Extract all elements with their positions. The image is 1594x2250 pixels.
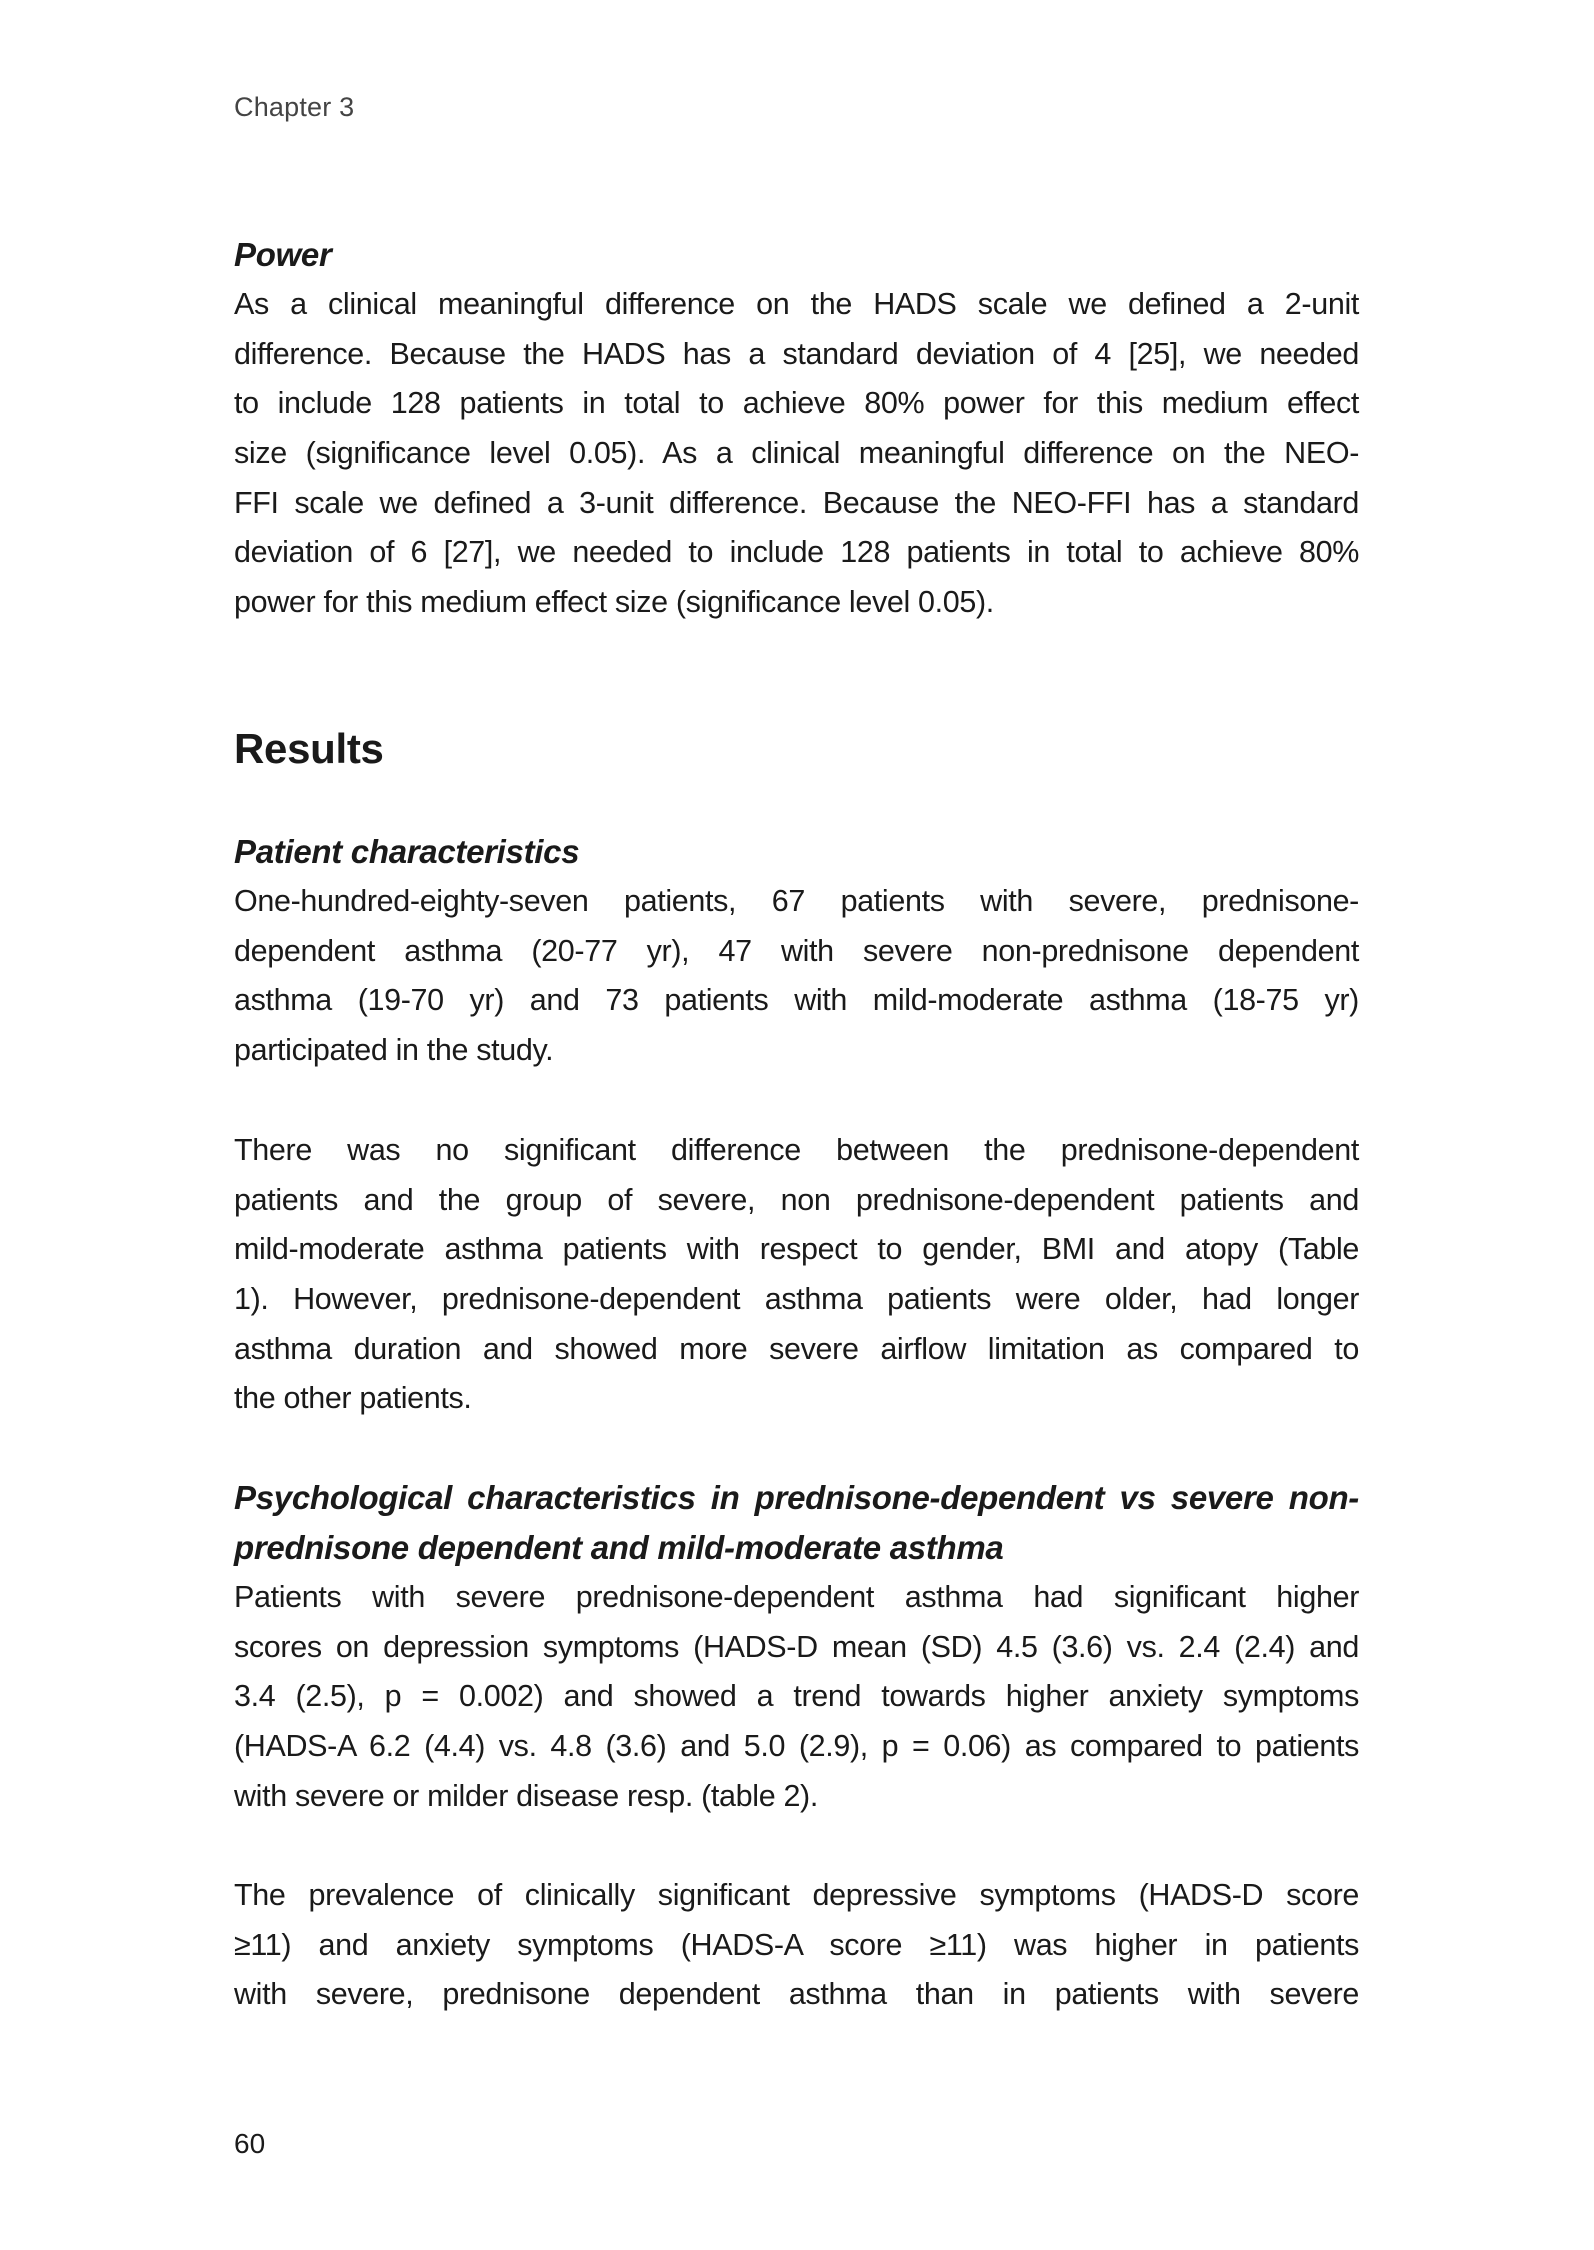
text-line: As a clinical meaningful difference on the HADS scale we defined a 2-unit	[234, 287, 1359, 321]
text-line: dependent asthma (20-77 yr), 47 with severe non-prednisone dependent	[234, 933, 1359, 968]
patient-characteristics-section	[234, 827, 1359, 1076]
patient-characteristics-heading: Patient characteristics	[234, 833, 580, 870]
text-line: mild-moderate asthma patients with respect to gender, BMI and atopy (Table	[234, 1232, 1359, 1267]
text-line: scores on depression symptoms (HADS-D mean (SD) 4.5 (3.6) vs. 2.4 (2.4) and	[234, 1629, 1359, 1664]
text-line: The prevalence of clinically significant depressive symptoms (HADS-D score	[234, 1878, 1359, 1912]
patient-characteristics-paragraph-1	[234, 877, 1359, 1076]
text-line: asthma (19-70 yr) and 73 patients with mild-moderate asthma (18-75 yr)	[234, 983, 1359, 1018]
heading-line: Psychological characteristics in prednisone-dependent vs severe non-	[234, 1479, 1359, 1516]
results-heading: Results	[234, 725, 384, 772]
text-line: One-hundred-eighty-seven patients, 67 patients with severe, prednisone-	[234, 884, 1359, 918]
text-line: 1). However, prednisone-dependent asthma patients were older, had longer	[234, 1282, 1359, 1317]
text-line: the other patients.	[234, 1381, 472, 1416]
patient-characteristics-paragraph-2-block	[234, 1126, 1359, 1424]
text-line: Patients with severe prednisone-dependent asthma had significant higher	[234, 1580, 1359, 1614]
psychological-characteristics-heading	[234, 1473, 1359, 1573]
text-line: patients and the group of severe, non prednisone-dependent patients and	[234, 1182, 1359, 1217]
results-section	[234, 724, 1359, 774]
text-line: size (significance level 0.05). As a clinical meaningful difference on the NEO-	[234, 436, 1359, 471]
power-section	[234, 230, 1359, 628]
running-head: Chapter 3	[234, 92, 355, 122]
text-line: There was no significant difference between the prednisone-dependent	[234, 1133, 1359, 1167]
text-line: 3.4 (2.5), p = 0.002) and showed a trend towards higher anxiety symptoms	[234, 1679, 1359, 1714]
psychological-paragraph-2-block	[234, 1871, 1359, 2020]
text-line: deviation of 6 [27], we needed to include 128 patients in total to achieve 80%	[234, 535, 1359, 570]
text-line: to include 128 patients in total to achieve 80% power for this medium effect	[234, 386, 1359, 421]
page-number: 60	[234, 2128, 266, 2159]
text-line: power for this medium effect size (significance level 0.05).	[234, 585, 994, 620]
psychological-paragraph-1	[234, 1573, 1359, 1821]
text-line: with severe or milder disease resp. (table 2).	[234, 1778, 818, 1813]
text-line: asthma duration and showed more severe airflow limitation as compared to	[234, 1331, 1359, 1366]
psychological-characteristics-section	[234, 1473, 1359, 1821]
text-line: with severe, prednisone dependent asthma than in patients with severe	[234, 1977, 1359, 2012]
power-paragraph	[234, 280, 1359, 628]
text-line: participated in the study.	[234, 1033, 554, 1068]
psychological-paragraph-2	[234, 1871, 1359, 2020]
text-line: difference. Because the HADS has a standard deviation of 4 [25], we needed	[234, 336, 1359, 371]
patient-characteristics-paragraph-2	[234, 1126, 1359, 1424]
text-line: (HADS-A 6.2 (4.4) vs. 4.8 (3.6) and 5.0 (2.9), p = 0.06) as compared to patients	[234, 1729, 1359, 1764]
heading-line: prednisone dependent and mild-moderate asthma	[234, 1529, 1004, 1566]
text-line: ≥11) and anxiety symptoms (HADS-A score ≥11) was higher in patients	[234, 1927, 1359, 1962]
text-line: FFI scale we defined a 3-unit difference. Because the NEO-FFI has a standard	[234, 485, 1359, 520]
power-heading: Power	[234, 236, 332, 273]
